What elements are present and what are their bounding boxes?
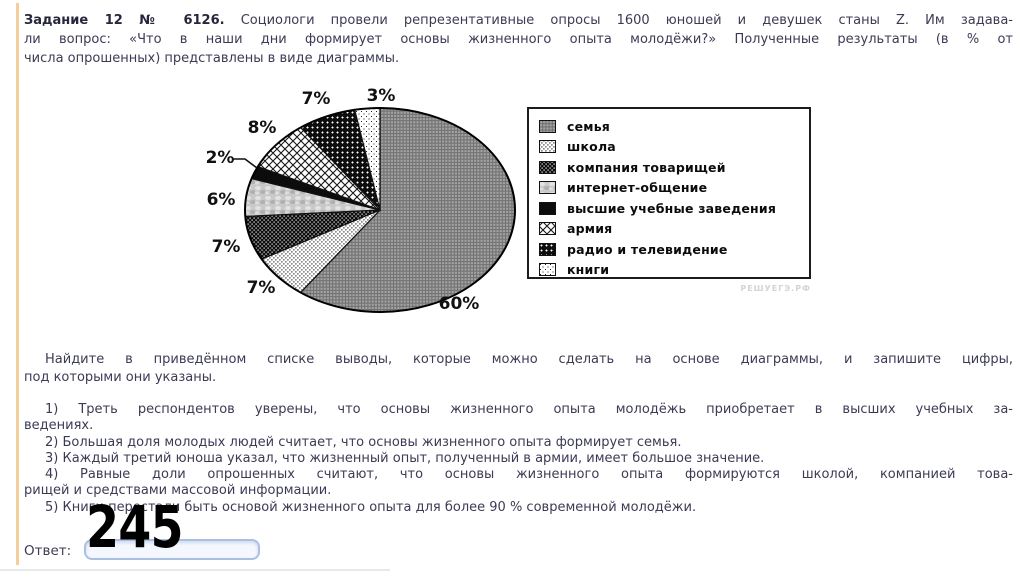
pie-value-label-8: 3%: [366, 86, 396, 106]
legend-pattern-swatch-8: [539, 263, 556, 276]
pie-value-label-5: 2%: [205, 148, 235, 168]
legend-item: [539, 239, 809, 260]
pie-value-label-2: 7%: [246, 278, 276, 298]
legend-pattern-swatch-6: [539, 222, 556, 235]
legend-label: высшие учебные заведения: [567, 200, 777, 216]
legend-pattern-swatch-7: [539, 243, 556, 256]
watermark: РЕШУЕГЭ.РФ: [740, 284, 811, 293]
pie-chart-svg: [185, 85, 530, 320]
question-text: [24, 351, 1013, 387]
option-3: 3) Каждый третий юноша указал, что жизненный опыт, полученный в армии, имеет большое значение.: [45, 450, 765, 466]
legend-item: [539, 219, 809, 240]
question-line-1: Найдите в приведённом списке выводы, которые можно сделать на основе диаграммы, и запишите цифры,: [45, 352, 1013, 367]
pie-value-label-3: 7%: [211, 237, 241, 257]
task-number: Задание 12 № 6126.: [24, 13, 225, 28]
answer-annotation: 245: [86, 493, 183, 561]
question-line-2: под которыми они указаны.: [24, 370, 217, 385]
legend-label: радио и телевидение: [567, 241, 728, 257]
left-accent-line: [16, 3, 19, 565]
legend-label: школа: [567, 139, 616, 155]
legend-label: семья: [567, 118, 611, 134]
legend-item: [539, 157, 809, 178]
legend-item: [539, 178, 809, 199]
legend-label: компания товарищей: [567, 159, 726, 175]
legend-pattern-swatch-4: [539, 181, 556, 194]
answer-label: Ответ:: [24, 543, 72, 559]
option-2: 2) Большая доля молодых людей считает, что основы жизненного опыта формирует семья.: [45, 434, 682, 450]
option-1-line-2: ведениях.: [24, 418, 94, 434]
legend-label: армия: [567, 221, 613, 237]
legend-label: книги: [567, 262, 610, 278]
option-1-line-1: 1) Треть респондентов уверены, что основы жизненного опыта молодёжь приобретает в высших учебных за-: [45, 402, 1013, 417]
legend-item: [539, 137, 809, 158]
legend-item: [539, 260, 809, 281]
task-header-line-2: ли вопрос: «Что в наши дни формирует основы жизненного опыта молодёжи?» Полученные результаты (в % от: [24, 32, 1013, 47]
option-5: 5) Книги перестали быть основой жизненного опыта для более 90 % современной молодёжи.: [45, 499, 697, 515]
legend-pattern-swatch-5: [539, 202, 556, 215]
task-header-line-3: числа опрошенных) представлены в виде диаграммы.: [24, 51, 400, 66]
pie-value-label-4: 6%: [206, 190, 236, 210]
legend-label: интернет-общение: [567, 180, 708, 196]
option-4-line-2: рищей и средствами массовой информации.: [24, 483, 332, 499]
bottom-divider-line: [0, 569, 390, 571]
pie-value-label-6: 8%: [247, 118, 277, 138]
legend-pattern-swatch-2: [539, 140, 556, 153]
legend-pattern-swatch-3: [539, 161, 556, 174]
task-header: [24, 11, 1013, 68]
pie-chart: [185, 85, 530, 320]
option-4-line-1: 4) Равные доли опрошенных считают, что основы жизненного опыта формируются школой, компанией това-: [45, 467, 1013, 483]
chart-legend: [527, 107, 811, 279]
task-header-line-1: Задание 12 № 6126. Социологи провели репрезентативные опросы 1600 юношей и девушек станы Z. Им задава-: [24, 13, 1013, 28]
legend-pattern-swatch-1: [539, 120, 556, 133]
label-leader-line: [233, 159, 257, 168]
legend-item: [539, 198, 809, 219]
legend-item: [539, 116, 809, 137]
pie-value-label-1: 60%: [438, 294, 480, 314]
pie-value-label-7: 7%: [301, 89, 331, 109]
